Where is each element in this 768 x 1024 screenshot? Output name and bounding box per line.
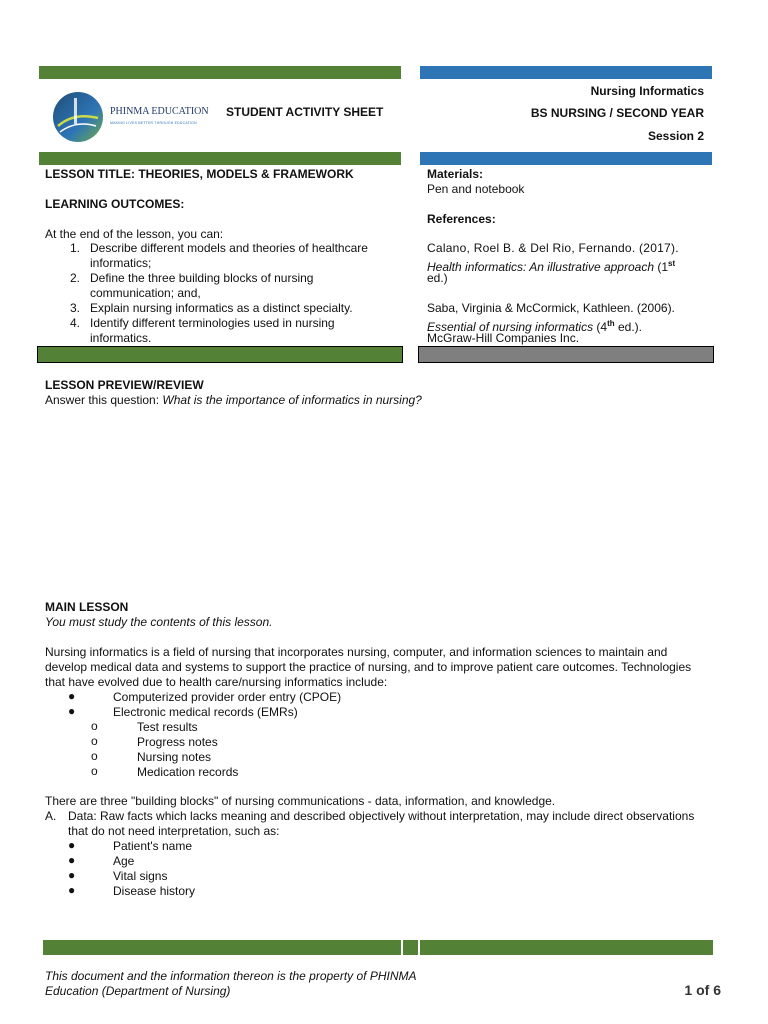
outcomes-intro: At the end of the lesson, you can: bbox=[45, 227, 224, 241]
footer-bar-left bbox=[43, 940, 401, 955]
logo-tagline: MAKING LIVES BETTER THROUGH EDUCATION bbox=[110, 121, 197, 125]
materials-heading: Materials: bbox=[427, 167, 484, 181]
outcome-item-cont: informatics. bbox=[90, 331, 152, 345]
outcome-item: Define the three building blocks of nursing bbox=[90, 271, 314, 285]
paragraph-line: develop medical data and systems to support the practice of nursing, and to improve patient care outcomes. Technologies bbox=[45, 660, 692, 674]
bullet-icon: ● bbox=[68, 853, 76, 867]
reference-2-edition: (4 bbox=[593, 320, 608, 334]
paragraph-line: that have evolved due to health care/nursing informatics include: bbox=[45, 675, 388, 689]
sheet-title: STUDENT ACTIVITY SHEET bbox=[226, 105, 384, 119]
header-bar-left bbox=[39, 66, 401, 79]
list-item: Age bbox=[113, 854, 135, 868]
reference-1-authors: Calano, Roel B. & Del Rio, Fernando. (2017). bbox=[427, 241, 679, 255]
lesson-title: LESSON TITLE: THEORIES, MODELS & FRAMEWORK bbox=[45, 167, 354, 181]
preview-prompt-label: Answer this question: bbox=[45, 393, 163, 407]
outcome-number: 2. bbox=[69, 271, 80, 285]
program-year: BS NURSING / SECOND YEAR bbox=[530, 106, 704, 120]
reference-2-authors: Saba, Virginia & McCormick, Kathleen. (2006). bbox=[427, 301, 675, 315]
footer-bar-mid bbox=[403, 940, 418, 955]
footer-notice-cont: Education (Department of Nursing) bbox=[45, 984, 231, 998]
sub-list-item: Progress notes bbox=[137, 735, 218, 749]
list-item: Computerized provider order entry (CPOE) bbox=[113, 690, 342, 704]
bullet-icon: ● bbox=[68, 689, 76, 703]
sub-bullet-icon: o bbox=[91, 764, 98, 778]
reference-1-superscript: st bbox=[668, 259, 676, 268]
building-blocks-paragraph: There are three "building blocks" of nursing communications - data, information, and knowledge. bbox=[45, 794, 556, 808]
phinma-logo bbox=[52, 88, 212, 148]
list-item: Vital signs bbox=[113, 869, 168, 883]
table-bottom-bar-right bbox=[418, 346, 714, 363]
session-number: Session 2 bbox=[647, 129, 704, 143]
reference-2-book-title: Essential of nursing informatics bbox=[427, 320, 594, 334]
section-bar-left bbox=[39, 152, 401, 165]
sub-bullet-icon: o bbox=[91, 734, 98, 748]
materials-text: Pen and notebook bbox=[427, 182, 525, 196]
table-bottom-bar-left bbox=[37, 346, 403, 363]
preview-heading: LESSON PREVIEW/REVIEW bbox=[45, 378, 204, 392]
footer-notice: This document and the information thereon is the property of PHINMA bbox=[45, 969, 417, 983]
bullet-icon: ● bbox=[68, 868, 76, 882]
bullet-icon: ● bbox=[68, 883, 76, 897]
reference-2-superscript: th bbox=[607, 319, 615, 328]
sub-list-item: Test results bbox=[137, 720, 198, 734]
sub-bullet-icon: o bbox=[91, 719, 98, 733]
logo-text: PHINMA EDUCATION bbox=[110, 106, 209, 117]
reference-2-edition-end: ed.). bbox=[614, 320, 643, 334]
outcomes-heading: LEARNING OUTCOMES: bbox=[45, 197, 185, 211]
main-lesson-heading: MAIN LESSON bbox=[45, 600, 129, 614]
outcome-item-cont: communication; and, bbox=[90, 286, 201, 300]
page-number: 1 of 6 bbox=[684, 982, 721, 998]
outcome-item: Identify different terminologies used in nursing bbox=[90, 316, 335, 330]
outcome-item: Explain nursing informatics as a distinct specialty. bbox=[90, 301, 353, 315]
course-name: Nursing Informatics bbox=[590, 84, 704, 98]
section-bar-right bbox=[420, 152, 712, 165]
list-item: Patient's name bbox=[113, 839, 193, 853]
outcome-item: Describe different models and theories of healthcare bbox=[90, 241, 368, 255]
sub-list-item: Medication records bbox=[137, 765, 239, 779]
reference-1-edition: (1 bbox=[654, 260, 669, 274]
item-a-text-cont: that do not need interpretation, such as: bbox=[68, 824, 280, 838]
reference-2-publisher: McGraw-Hill Companies Inc. bbox=[427, 331, 580, 345]
outcome-number: 3. bbox=[69, 301, 80, 315]
preview-prompt bbox=[45, 393, 422, 408]
header-bar-right bbox=[420, 66, 712, 79]
paragraph-line: Nursing informatics is a field of nursing that incorporates nursing, computer, and information sciences to maintain and bbox=[45, 645, 668, 659]
phinma-logo-emblem-icon bbox=[52, 88, 104, 146]
main-lesson-subheading: You must study the contents of this lesson. bbox=[45, 615, 273, 629]
reference-1-book-title: Health informatics: An illustrative approach bbox=[427, 260, 654, 274]
sub-list-item: Nursing notes bbox=[137, 750, 212, 764]
outcome-item-cont: informatics; bbox=[90, 256, 152, 270]
sub-bullet-icon: o bbox=[91, 749, 98, 763]
outcome-number: 1. bbox=[69, 241, 80, 255]
reference-1-edition-end: ed.) bbox=[427, 271, 448, 285]
list-item: Electronic medical records (EMRs) bbox=[113, 705, 298, 719]
reference-1-title bbox=[427, 256, 675, 275]
bullet-icon: ● bbox=[68, 838, 76, 852]
references-heading: References: bbox=[427, 212, 496, 226]
item-a-label: A. bbox=[45, 809, 57, 823]
preview-question: What is the importance of informatics in nursing? bbox=[162, 393, 422, 407]
list-item: Disease history bbox=[113, 884, 196, 898]
footer-bar-right bbox=[420, 940, 713, 955]
outcome-number: 4. bbox=[69, 316, 80, 330]
bullet-icon: ● bbox=[68, 704, 76, 718]
item-a-text: Data: Raw facts which lacks meaning and described objectively without interpretation, may include direct observations bbox=[68, 809, 695, 823]
